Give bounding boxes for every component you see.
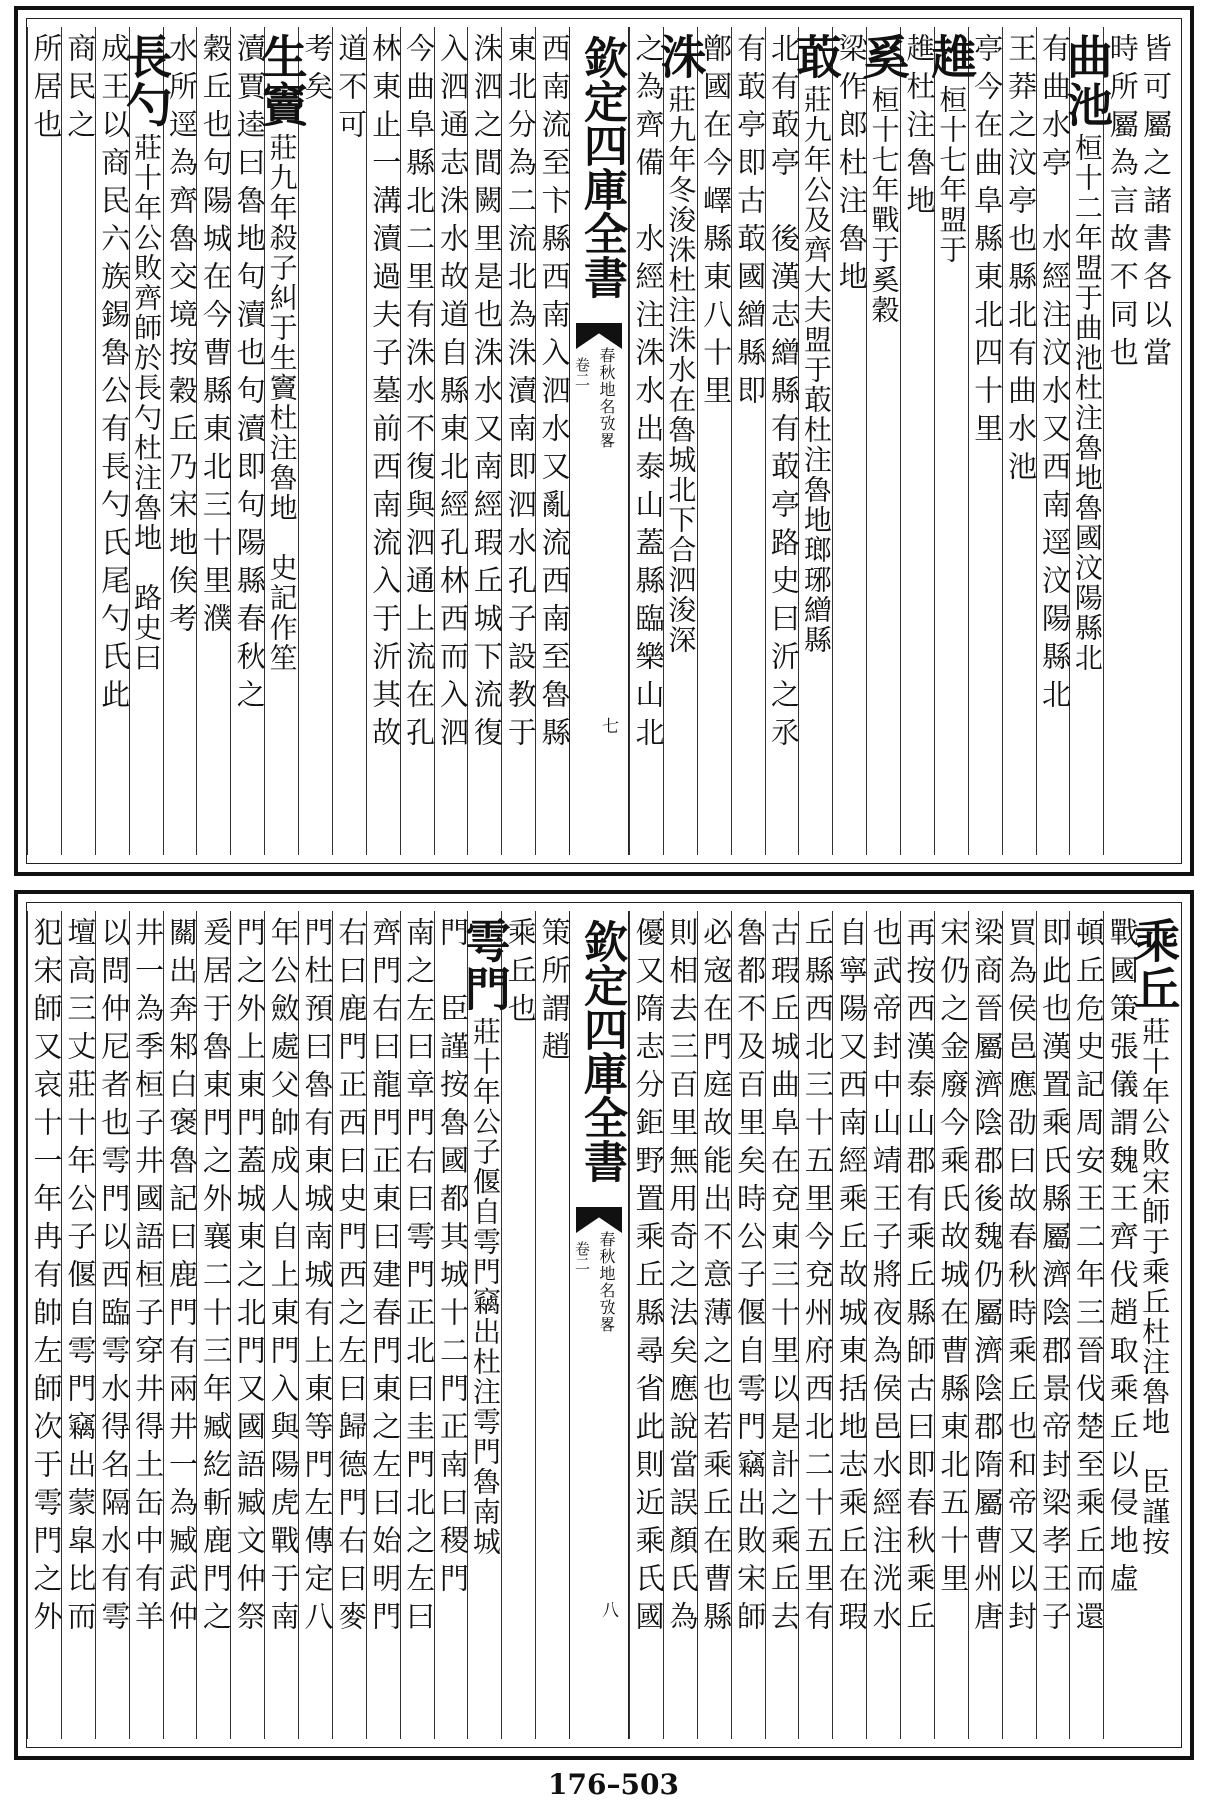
entry-text: 西南流至卞縣西南入泗水又亂流西南至魯縣 bbox=[537, 33, 572, 755]
entry-heading: 雩門 bbox=[457, 917, 512, 1013]
entry-text: 洙泗之間闕里是也洙水又南經瑕丘城下流復 bbox=[469, 33, 504, 755]
text-column bbox=[434, 911, 468, 1739]
fishtail-mark bbox=[576, 1207, 622, 1233]
center-margin bbox=[569, 911, 629, 1739]
page-number: 176–503 bbox=[548, 1768, 679, 1801]
text-column bbox=[968, 27, 1005, 855]
entry-heading: 菆 bbox=[788, 33, 843, 81]
center-title: 欽定四庫全書 bbox=[576, 35, 627, 299]
entry-text: 商民之 bbox=[63, 33, 98, 147]
entry-text: 莊十年公敗宋師于乘丘杜注魯地 臣謹按 bbox=[1138, 1017, 1172, 1557]
entry-text: 入泗通志洙水故道自縣東北經孔林西而入泗 bbox=[435, 33, 470, 755]
text-column bbox=[264, 911, 301, 1739]
text-column bbox=[254, 27, 309, 855]
text-column bbox=[798, 911, 835, 1739]
entry-text: 壇高三丈莊十年公子偃自雩門竊出蒙皐比而 bbox=[63, 917, 98, 1639]
text-column bbox=[866, 911, 903, 1739]
center-work-title: 春秋地名攷畧 bbox=[597, 347, 616, 449]
text-column bbox=[95, 27, 132, 855]
entry-text: 買為侯邑應劭曰故春秋時乘丘也和帝又以封 bbox=[1004, 917, 1039, 1639]
entry-text: 魯都不及百里矣時公子偃自雩門竊出敗宋師 bbox=[733, 917, 768, 1639]
text-column bbox=[298, 911, 335, 1739]
text-column bbox=[1069, 911, 1106, 1739]
entry-text: 年公斂處父帥成人自上東門入與陽虎戰于南 bbox=[266, 917, 301, 1639]
entry-text: 乘丘也 bbox=[503, 917, 538, 1031]
text-column bbox=[535, 911, 572, 1739]
entry-text: 所居也 bbox=[29, 33, 64, 147]
entry-text: 道不可 bbox=[334, 33, 369, 147]
text-column bbox=[1002, 27, 1039, 855]
entry-text: 自寧陽又西南經乘丘故城東括地志乘丘在瑕 bbox=[834, 917, 869, 1639]
entry-text: 再按西漢泰山郡有乘丘縣師古曰即春秋乘丘 bbox=[902, 917, 937, 1639]
text-column bbox=[856, 27, 911, 855]
entry-text: 右曰鹿門正西曰史門西之左曰歸德門右曰麥 bbox=[334, 917, 369, 1639]
fishtail-mark bbox=[576, 323, 622, 349]
text-column bbox=[230, 911, 267, 1739]
text-column bbox=[968, 911, 1005, 1739]
text-column bbox=[332, 911, 369, 1739]
center-page-number: 八 bbox=[598, 1601, 618, 1618]
text-column bbox=[663, 911, 700, 1739]
entry-text: 考矣 bbox=[300, 33, 335, 109]
text-column bbox=[129, 911, 166, 1739]
entry-text: 梁作郎杜注魯地 bbox=[834, 33, 869, 299]
upper-page bbox=[14, 6, 1194, 876]
lower-page bbox=[14, 890, 1194, 1760]
text-column bbox=[434, 27, 468, 855]
entry-text: 桓十七年盟于 bbox=[935, 85, 969, 265]
entry-text: 優又隋志分鉅野置乘丘縣尋省此則近乘氏國 bbox=[631, 917, 666, 1639]
text-column bbox=[119, 27, 174, 855]
text-column bbox=[27, 27, 64, 855]
text-column bbox=[61, 27, 98, 855]
entry-text: 門 臣謹按魯國都其城十二門正南曰稷門 bbox=[435, 917, 470, 1601]
text-column bbox=[1036, 27, 1070, 855]
entry-text: 莊十年公敗齊師於長勺杜注魯地 路史曰 bbox=[130, 133, 164, 673]
center-page-number: 七 bbox=[598, 717, 618, 734]
entry-text: 桓十七年戰于奚穀 bbox=[867, 85, 901, 325]
entry-heading: 生竇 bbox=[254, 33, 309, 129]
text-column bbox=[163, 911, 197, 1739]
text-column bbox=[629, 27, 666, 855]
entry-text: 南之左曰章門右曰雩門正北曰圭門北之左曰 bbox=[402, 917, 437, 1639]
entry-text: 井一為季桓子井國語桓子穿井得土缶中有羊 bbox=[131, 917, 166, 1639]
text-column bbox=[332, 27, 369, 855]
entry-text: 齊門右曰龍門正東曰建春門東之左曰始明門 bbox=[368, 917, 403, 1639]
entry-heading: 曲池 bbox=[1059, 33, 1114, 129]
text-column bbox=[1137, 27, 1174, 855]
text-column bbox=[196, 911, 233, 1739]
entry-text: 鄫國在今嶧縣東八十里 bbox=[699, 33, 734, 413]
center-work-title: 春秋地名攷畧 bbox=[597, 1231, 616, 1333]
entry-text: 有菆亭即古菆國繒縣即 bbox=[733, 33, 768, 413]
entry-text: 梁商晉屬濟陰郡後魏仍屬濟陰郡隋屬曹州唐 bbox=[970, 917, 1005, 1639]
text-column bbox=[832, 27, 869, 855]
text-column bbox=[298, 27, 335, 855]
entry-text: 穀丘也句陽城在今曹縣東北三十里濮 bbox=[198, 33, 233, 641]
text-column bbox=[900, 27, 937, 855]
entry-text: 莊九年冬浚洙杜注洙水在魯城北下合泗浚深 bbox=[664, 85, 698, 655]
text-column bbox=[900, 911, 937, 1739]
center-volume: 卷二 bbox=[573, 357, 591, 387]
text-column bbox=[765, 911, 799, 1739]
text-column bbox=[731, 911, 768, 1739]
text-column bbox=[163, 27, 197, 855]
center-volume: 卷二 bbox=[573, 1241, 591, 1271]
entry-text: 爰居于魯東門之外襄二十三年臧紇斬鹿門之 bbox=[198, 917, 233, 1639]
text-column bbox=[1103, 911, 1140, 1739]
entry-text: 成王以商民六族錫魯公有長勺氏尾勺氏此 bbox=[97, 33, 132, 717]
text-column bbox=[1036, 911, 1070, 1739]
text-column bbox=[731, 27, 768, 855]
text-column bbox=[366, 27, 403, 855]
text-column bbox=[196, 27, 233, 855]
text-column bbox=[27, 911, 64, 1739]
entry-text: 亭今在曲阜縣東北四十里 bbox=[970, 33, 1005, 451]
entry-heading: 奚 bbox=[856, 33, 911, 81]
entry-text: 宋仍之金廢今乘氏故城在曹縣東北五十里 bbox=[936, 917, 971, 1601]
entry-text: 瀆賈逵曰魯地句瀆也句瀆即句陽縣春秋之 bbox=[232, 33, 267, 717]
text-column bbox=[1127, 911, 1182, 1739]
text-column bbox=[765, 27, 799, 855]
entry-text: 北有菆亭 後漢志繒縣有菆亭路史曰沂之氶 bbox=[766, 33, 801, 755]
entry-text: 莊十年公子偃自雩門竊出杜注雩門魯南城 bbox=[468, 1017, 502, 1557]
entry-text: 之為齊備 水經注洙水出泰山蓋縣臨樂山北 bbox=[631, 33, 666, 755]
entry-text: 即此也漢置乘氏縣屬濟陰郡景帝封梁孝王子 bbox=[1037, 917, 1072, 1639]
entry-heading: 趡 bbox=[924, 33, 979, 81]
entry-text: 今曲阜縣北二里有洙水不復與泗通上流在孔 bbox=[402, 33, 437, 755]
text-column bbox=[629, 911, 666, 1739]
center-margin bbox=[569, 27, 629, 855]
entry-text: 以問仲尼者也雩門以西臨雩水得名隔水有雩 bbox=[97, 917, 132, 1639]
entry-text: 有曲水亭 水經注汶水又西南逕汶陽縣北 bbox=[1037, 33, 1072, 717]
text-column bbox=[924, 27, 979, 855]
text-column bbox=[230, 27, 267, 855]
text-column bbox=[788, 27, 843, 855]
entry-text: 則相去三百里無用奇之法矣應說當誤顏氏為 bbox=[665, 917, 700, 1639]
entry-text: 皆可屬之諸書各以當 bbox=[1139, 33, 1174, 375]
entry-text: 趡杜注魯地 bbox=[902, 33, 937, 223]
text-column bbox=[501, 911, 538, 1739]
text-column bbox=[697, 27, 734, 855]
entry-text: 東北分為二流北為洙瀆南即泗水孔子設教于 bbox=[503, 33, 538, 755]
entry-text: 也武帝封中山靖王子將夜為侯邑水經注洸水 bbox=[868, 917, 903, 1639]
text-column bbox=[400, 27, 437, 855]
upper-page-frame bbox=[26, 18, 1182, 864]
text-column bbox=[697, 911, 734, 1739]
text-column bbox=[653, 27, 708, 855]
entry-text: 必宼在門庭故能出不意薄之也若乘丘在曹縣 bbox=[699, 917, 734, 1639]
entry-text: 丘縣西北三十五里今兗州府西北二十五里有 bbox=[800, 917, 835, 1639]
text-column bbox=[934, 911, 971, 1739]
entry-heading: 洙 bbox=[653, 33, 708, 81]
text-column bbox=[366, 911, 403, 1739]
text-column bbox=[1002, 911, 1039, 1739]
entry-text: 莊九年公及齊大夫盟于菆杜注魯地瑯琊繒縣 bbox=[799, 85, 833, 655]
entry-text: 頓丘危史記周安王二年三晉伐楚至乘丘而還 bbox=[1071, 917, 1106, 1639]
entry-text: 桓十二年盟于曲池杜注魯地魯國汶陽縣北 bbox=[1070, 133, 1104, 673]
text-column bbox=[832, 911, 869, 1739]
entry-heading: 乘丘 bbox=[1127, 917, 1182, 1013]
entry-text: 莊九年殺子糾于生竇杜注魯地 史記作笙 bbox=[265, 133, 299, 673]
text-column bbox=[95, 911, 132, 1739]
entry-text: 關出奔邾白褒魯記曰鹿門有兩井一為臧武仲 bbox=[164, 917, 199, 1639]
text-column bbox=[1103, 27, 1140, 855]
text-column bbox=[535, 27, 572, 855]
text-column bbox=[61, 911, 98, 1739]
entry-text: 戰國策張儀謂魏王齊伐趙取乘丘以侵地虛 bbox=[1105, 917, 1140, 1601]
text-column bbox=[1059, 27, 1114, 855]
entry-text: 王莽之汶亭也縣北有曲水池 bbox=[1004, 33, 1039, 489]
entry-text: 門之外上東門蓋城東之北門又國語臧文仲祭 bbox=[232, 917, 267, 1639]
entry-text: 犯宋師又哀十一年冉有帥左師次于雩門之外 bbox=[29, 917, 64, 1639]
text-column bbox=[457, 911, 512, 1739]
entry-text: 水所逕為齊魯交境按穀丘乃宋地俟考 bbox=[164, 33, 199, 641]
entry-text: 時所屬為言故不同也 bbox=[1105, 33, 1140, 375]
text-column bbox=[501, 27, 538, 855]
entry-text: 古瑕丘城曲阜在兗東三十里以是計之乘丘去 bbox=[766, 917, 801, 1639]
lower-page-frame bbox=[26, 902, 1182, 1748]
entry-text: 林東止一溝瀆過夫子墓前西南流入于沂其故 bbox=[368, 33, 403, 755]
entry-heading: 長勺 bbox=[119, 33, 174, 129]
entry-text: 策所謂趙 bbox=[537, 917, 572, 1069]
text-column bbox=[400, 911, 437, 1739]
center-title: 欽定四庫全書 bbox=[576, 919, 627, 1183]
entry-text: 門杜預曰魯有東城南城有上東等門左傳定八 bbox=[300, 917, 335, 1639]
text-column bbox=[467, 27, 504, 855]
